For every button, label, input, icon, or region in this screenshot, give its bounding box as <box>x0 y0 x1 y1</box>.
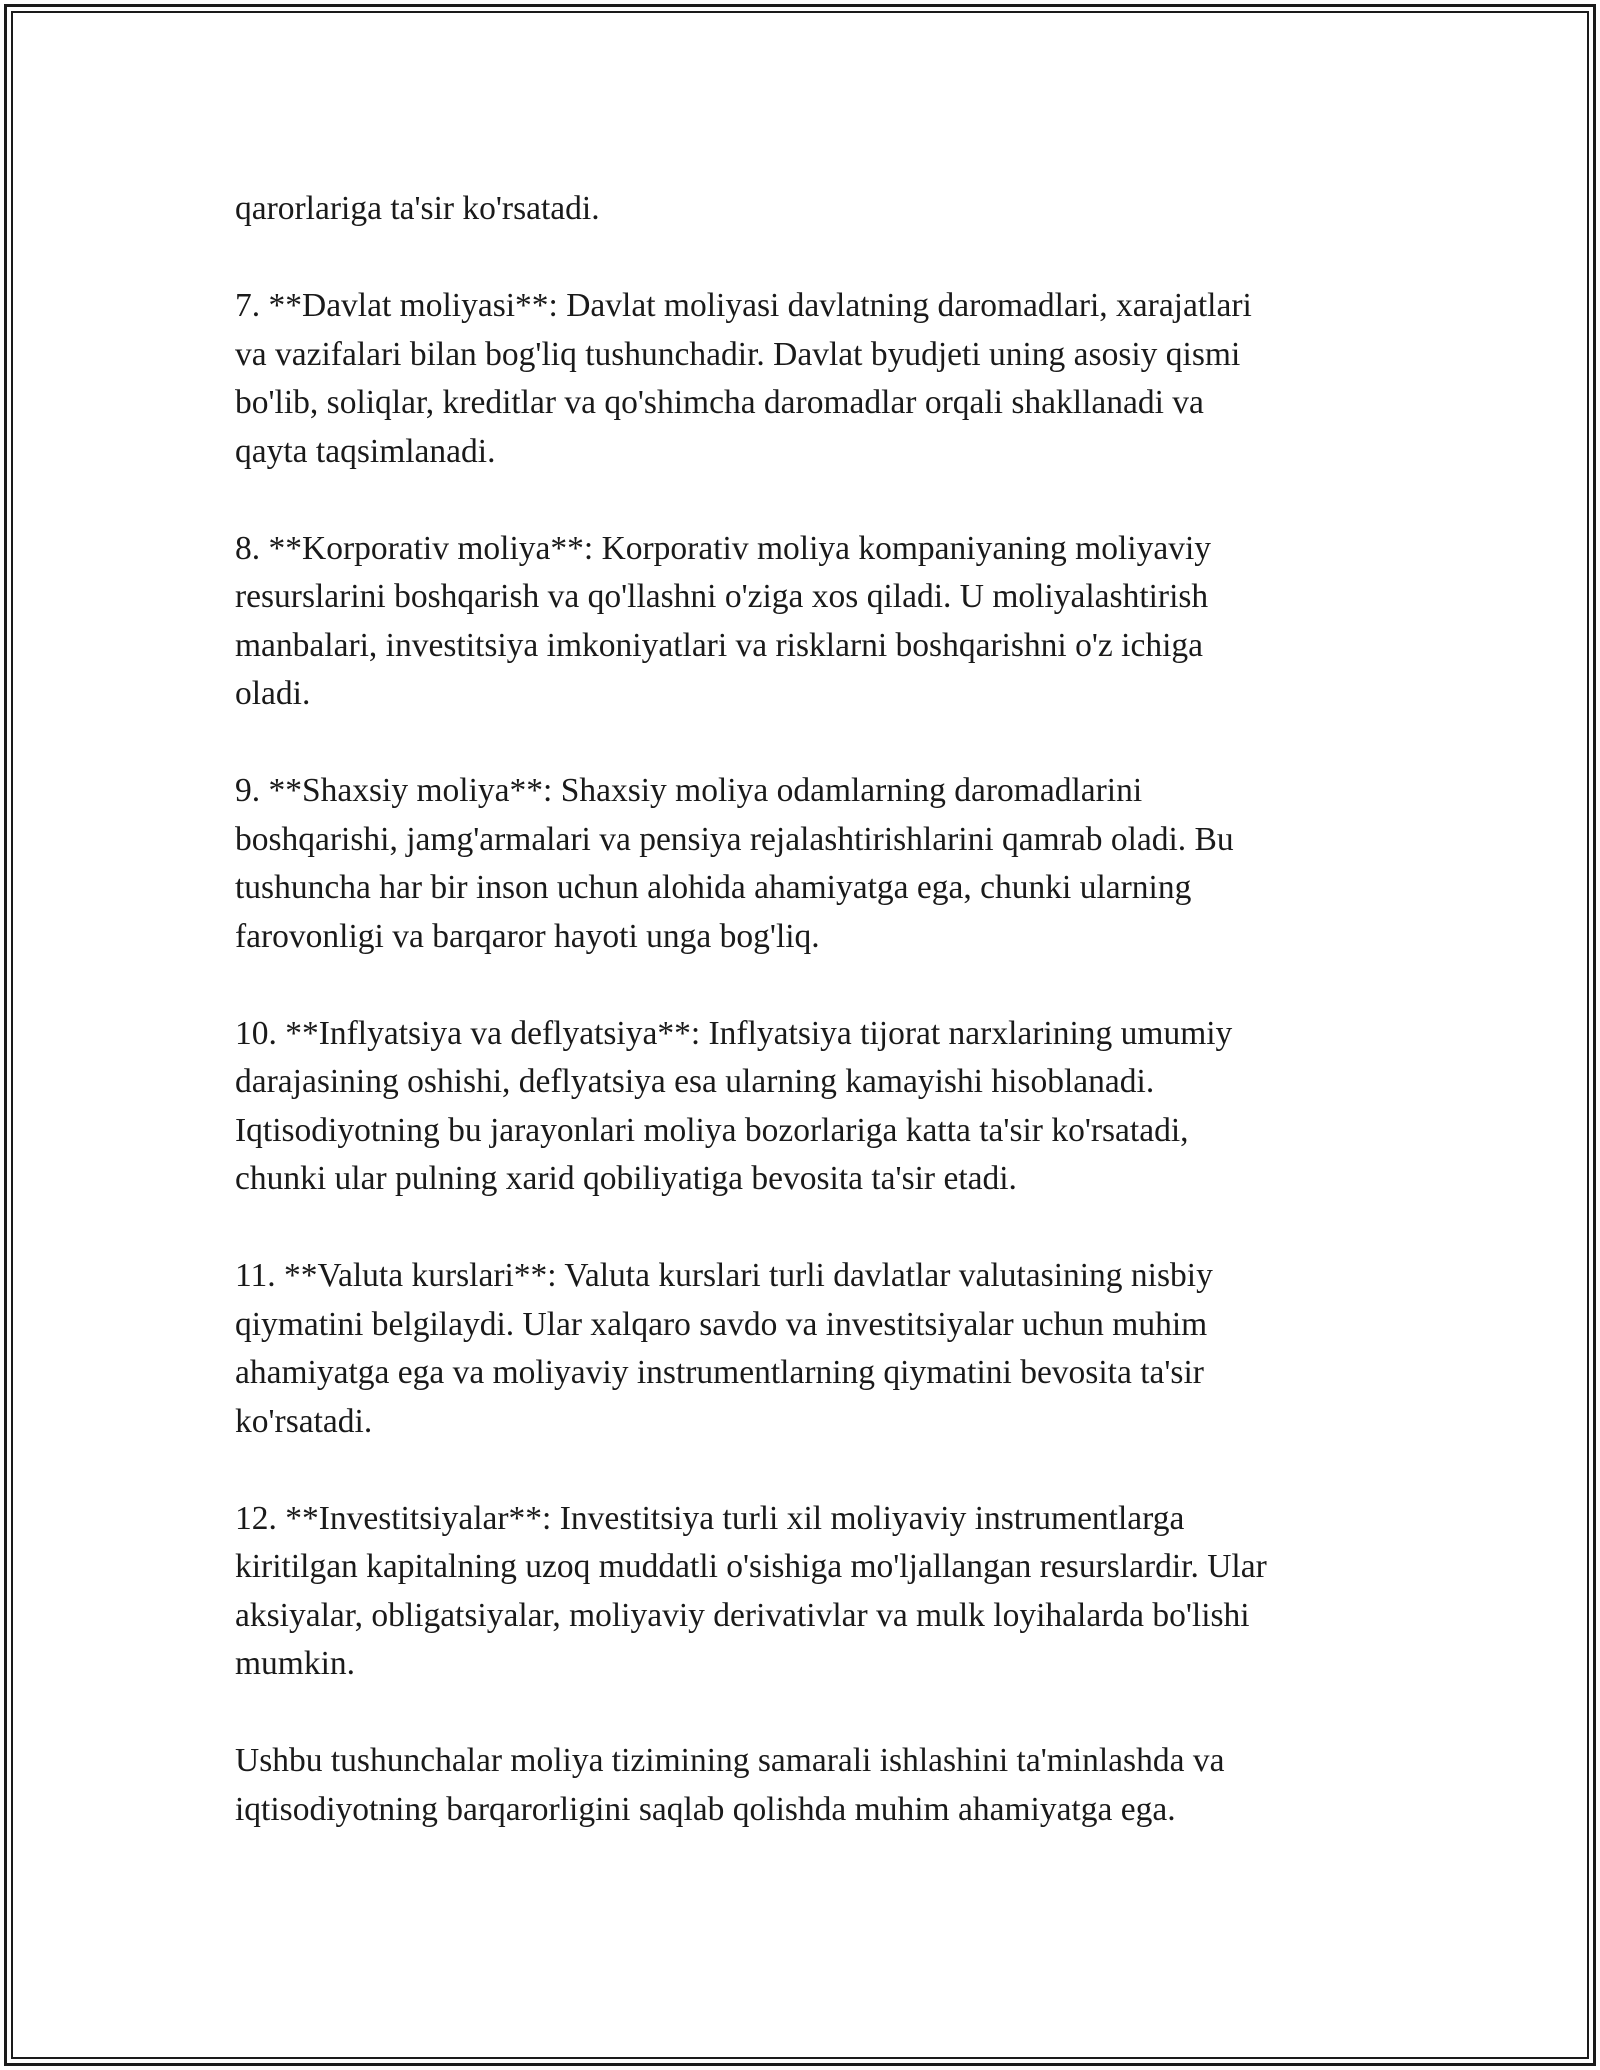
text-line: aksiyalar, obligatsiyalar, moliyaviy derivativlar va mulk loyihalarda bo'lishi <box>235 1596 1250 1634</box>
text-line: 9. **Shaxsiy moliya**: Shaxsiy moliya odamlarning daromadlarini <box>235 772 1143 809</box>
text-line: manbalari, investitsiya imkoniyatlari va risklarni boshqarishni o'z ichiga <box>235 626 1203 664</box>
text-line: darajasining oshishi, deflyatsiya esa ularning kamayishi hisoblanadi. <box>235 1063 1155 1100</box>
text-line: bo'lib, soliqlar, kreditlar va qo'shimcha daromadlar orqali shakllanadi va <box>235 384 1204 421</box>
paragraph <box>235 767 1375 961</box>
text-line: 11. **Valuta kurslari**: Valuta kurslari turli davlatlar valutasining nisbiy <box>235 1257 1213 1294</box>
text-line: oladi. <box>235 675 311 712</box>
text-line: boshqarishi, jamg'armalari va pensiya rejalashtirishlarini qamrab oladi. Bu <box>235 820 1234 858</box>
text-line: mumkin. <box>235 1645 356 1682</box>
paragraph <box>235 1252 1375 1446</box>
text-line: 7. **Davlat moliyasi**: Davlat moliyasi davlatning daromadlari, xarajatlari <box>235 287 1252 324</box>
text-line: chunki ular pulning xarid qobiliyatiga bevosita ta'sir etadi. <box>235 1160 1017 1197</box>
paragraph <box>235 525 1375 719</box>
text-line: qayta taqsimlanadi. <box>235 432 496 470</box>
text-line: qiymatini belgilaydi. Ular xalqaro savdo va investitsiyalar uchun muhim <box>235 1305 1208 1343</box>
text-line: ahamiyatga ega va moliyaviy instrumentlarning qiymatini bevosita ta'sir <box>235 1354 1204 1391</box>
text-line: kiritilgan kapitalning uzoq muddatli o'sishiga mo'ljallangan resurslardir. Ular <box>235 1548 1267 1585</box>
text-line: Iqtisodiyotning bu jarayonlari moliya bozorlariga katta ta'sir ko'rsatadi, <box>235 1111 1189 1149</box>
text-line: resurslarini boshqarish va qo'llashni o'ziga xos qiladi. U moliyalashtirish <box>235 578 1209 615</box>
paragraph <box>235 1010 1375 1204</box>
text-line: ko'rsatadi. <box>235 1402 373 1440</box>
text-line: qarorlariga ta'sir ko'rsatadi. <box>235 190 600 227</box>
paragraph <box>235 282 1375 476</box>
text-line: 8. **Korporativ moliya**: Korporativ moliya kompaniyaning moliyaviy <box>235 529 1211 567</box>
document-body <box>235 185 1375 1883</box>
text-line: Ushbu tushunchalar moliya tizimining samarali ishlashini ta'minlashda va <box>235 1742 1225 1779</box>
paragraph <box>235 1495 1375 1689</box>
text-line: farovonligi va barqaror hayoti unga bog'liq. <box>235 917 820 955</box>
text-line: 12. **Investitsiyalar**: Investitsiya turli xil moliyaviy instrumentlarga <box>235 1499 1185 1537</box>
text-line: va vazifalari bilan bog'liq tushunchadir. Davlat byudjeti uning asosiy qismi <box>235 335 1241 373</box>
text-line: iqtisodiyotning barqarorligini saqlab qolishda muhim ahamiyatga ega. <box>235 1790 1176 1828</box>
text-line: tushuncha har bir inson uchun alohida ahamiyatga ega, chunki ularning <box>235 869 1192 906</box>
paragraph <box>235 185 1375 234</box>
text-line: 10. **Inflyatsiya va deflyatsiya**: Inflyatsiya tijorat narxlarining umumiy <box>235 1014 1233 1052</box>
paragraph <box>235 1737 1375 1834</box>
